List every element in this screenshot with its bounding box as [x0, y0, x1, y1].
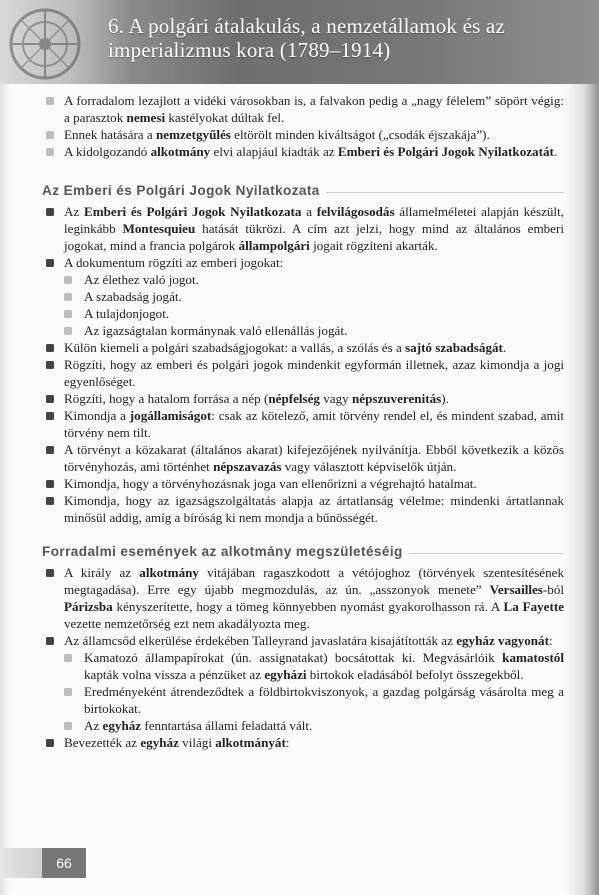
highlighted-term: egyház — [140, 735, 179, 750]
text-run: vitájában ragaszkodott a vétójoghoz (törvények szentesítésének megtagadása). Erre egy újabb megmozdulás, az ún. „asszonyok menete” — [64, 565, 565, 597]
page-content — [42, 92, 564, 751]
highlighted-term: Montesquieu — [122, 221, 196, 236]
section-declaration — [42, 182, 564, 526]
section-events — [42, 543, 564, 751]
text-run: Rögzíti, hogy az emberi és polgári jogok mindenkit egyformán illetnek, azaz kimondja a jogi egyenlőséget. — [64, 357, 564, 389]
sub-list-item — [42, 271, 564, 288]
list-item — [42, 492, 564, 526]
text-run: kényszerítette, hogy a tömeg könnyebben nyomást gyakorolhasson rá. A — [112, 599, 504, 614]
highlighted-term: egyház — [102, 718, 142, 733]
intro-item — [42, 126, 564, 143]
text-run: A király az — [64, 565, 140, 580]
text-run: Kimondja, hogy a törvényhozásnak joga van ellenőrizni a végrehajtó hatalmat. — [64, 476, 477, 491]
sub-list-item — [42, 683, 564, 717]
highlighted-term: La Fayette — [503, 599, 565, 614]
bullet-marker — [46, 131, 54, 139]
text-run: Külön kiemeli a polgári szabadságjogokat: a vallás, a szólás és a — [64, 340, 406, 355]
bullet-marker — [46, 97, 54, 105]
text-run: . — [502, 340, 507, 355]
bullet-marker — [46, 446, 54, 454]
text-run: kastélyokat dúltak fel. — [165, 110, 285, 125]
highlighted-term: felvilágosodás — [316, 204, 395, 219]
bullet-marker — [46, 497, 54, 505]
highlighted-term: jogállamiságot — [129, 408, 212, 423]
text-run: vagy választott képviselők útján. — [281, 459, 457, 474]
bullet-marker — [46, 739, 54, 747]
highlighted-term: Emberi és Polgári Jogok Nyilatkozatát — [337, 144, 554, 159]
events-list — [42, 564, 564, 649]
bullet-marker — [64, 654, 72, 662]
text-run: a — [301, 204, 317, 219]
text-run: A forradalom lezajlott a vidéki városokban is, a falvakon pedig a „nagy félelem” söpört végig: a parasztok — [64, 93, 564, 125]
text-run: vezette nemzetőrség ezt nem akadályozta meg. — [64, 616, 310, 631]
text-run: Az igazságtalan kormánynak való ellenállás jogát. — [84, 323, 348, 338]
page-binding-shadow — [565, 84, 599, 895]
list-item — [42, 407, 564, 441]
bullet-marker — [64, 688, 72, 696]
declaration-list — [42, 203, 564, 271]
list-item — [42, 475, 564, 492]
page-number: 66 — [42, 848, 86, 878]
bullet-marker — [46, 208, 54, 216]
highlighted-term: nemesi — [126, 110, 166, 125]
section-heading: Forradalmi események az alkotmány megszületéséig — [42, 543, 564, 560]
list-item — [42, 632, 564, 649]
list-item — [42, 254, 564, 271]
text-run: Az — [84, 718, 103, 733]
text-run: Kamatozó állampapírokat (ún. assignatakat) bocsátottak ki. Megvásárlóik — [84, 650, 503, 665]
highlighted-term: Emberi és Polgári Jogok Nyilatkozata — [84, 204, 302, 219]
intro-list — [42, 92, 564, 160]
text-run: vagy — [319, 391, 352, 406]
list-item — [42, 356, 564, 390]
text-run: . — [553, 144, 558, 159]
declaration-list-continued — [42, 339, 564, 526]
bullet-marker — [46, 412, 54, 420]
sub-list-item — [42, 305, 564, 322]
text-run: hatását tükrözi. A cím azt jelzi, hogy mind az általános emberi jogokat, mind a francia polgárok — [64, 221, 564, 253]
bullet-marker — [64, 293, 72, 301]
bullet-marker — [64, 722, 72, 730]
chapter-header — [0, 0, 599, 84]
text-run: elvi alapjául kiadták az — [210, 144, 338, 159]
highlighted-term: állampolgári — [238, 238, 310, 253]
sub-list-item — [42, 322, 564, 339]
list-item — [42, 203, 564, 254]
text-run: A szabadság jogát. — [84, 289, 182, 304]
page-edge-shade — [0, 84, 10, 895]
sub-list-item — [42, 288, 564, 305]
text-run: : — [548, 633, 553, 648]
text-run: A dokumentum rögzíti az emberi jogokat: — [64, 255, 284, 270]
text-run: államelméletei alapján készült, leginkább — [64, 204, 564, 236]
text-run: Ennek hatására a — [64, 127, 156, 142]
text-run: A törvényt a közakarat (általános akarat) kifejezőjének nyilvánítja. Ebből következik a közös törvényhozás, ami történhet — [64, 442, 564, 474]
page-number-strip — [0, 848, 42, 878]
highlighted-term: népfelség — [268, 391, 320, 406]
bullet-marker — [46, 569, 54, 577]
bullet-marker — [64, 327, 72, 335]
bullet-marker — [46, 480, 54, 488]
text-run: A tulajdonjogot. — [84, 306, 170, 321]
bullet-marker — [64, 310, 72, 318]
rights-sublist — [42, 271, 564, 339]
text-run: jogait rögzíteni akarták. — [309, 238, 438, 253]
text-run: Kimondja, hogy az igazságszolgáltatás alapja az ártatlanság vélelme: mindenki ártatlannak minősül addig, amíg a bíróság ki nem mondja a bűnösségét. — [64, 493, 564, 525]
highlighted-term: alkotmányát — [215, 735, 286, 750]
text-run: ). — [441, 391, 449, 406]
text-run: birtokok eladásából befolyt összegekből. — [306, 667, 524, 682]
sub-list-item — [42, 649, 564, 683]
text-run: : — [285, 735, 290, 750]
text-run: : csak az kötelező, amit törvény rendel el, és mindent szabad, amit törvény nem tilt. — [64, 408, 564, 440]
text-run: Az élethez való jogot. — [84, 272, 199, 287]
highlighted-term: alkotmány — [150, 144, 211, 159]
text-run: világi — [178, 735, 216, 750]
highlighted-term: egyházi — [264, 667, 307, 682]
list-item — [42, 734, 564, 751]
text-run: Eredményeként átrendeződtek a földbirtokviszonyok, a gazdag polgárság vásárolta meg a birtokokat. — [84, 684, 564, 716]
church-property-sublist — [42, 649, 564, 734]
highlighted-term: egyház vagyonát — [456, 633, 549, 648]
highlighted-term: Versailles — [489, 582, 543, 597]
decorative-gear-illustration — [0, 0, 120, 84]
text-run: A kidolgozandó — [64, 144, 151, 159]
text-run: fenntartása állami feladattá vált. — [141, 718, 313, 733]
intro-item — [42, 92, 564, 126]
text-run: kapták volna vissza a pénzüket az — [84, 667, 265, 682]
text-run: -ból — [542, 582, 564, 597]
highlighted-term: sajtó szabadságát — [405, 340, 503, 355]
list-item — [42, 441, 564, 475]
text-run: Az — [64, 204, 84, 219]
text-run: eltörölt minden kiváltságot („csodák éjszakája”). — [230, 127, 490, 142]
bullet-marker — [46, 148, 54, 156]
highlighted-term: alkotmány — [139, 565, 199, 580]
events-list-continued — [42, 734, 564, 751]
list-item — [42, 564, 564, 632]
text-run: Rögzíti, hogy a hatalom forrása a nép ( — [64, 391, 269, 406]
list-item — [42, 339, 564, 356]
bullet-marker — [64, 276, 72, 284]
bullet-marker — [46, 637, 54, 645]
section-heading: Az Emberi és Polgári Jogok Nyilatkozata — [42, 182, 564, 199]
text-run: Az államcsőd elkerülése érdekében Talleyrand javaslatára kisajátították az — [64, 633, 457, 648]
list-item — [42, 390, 564, 407]
highlighted-term: Párizsba — [64, 599, 113, 614]
bullet-marker — [46, 344, 54, 352]
sub-list-item — [42, 717, 564, 734]
highlighted-term: népszuverenitás — [351, 391, 442, 406]
intro-item — [42, 143, 564, 160]
highlighted-term: nemzetgyűlés — [155, 127, 231, 142]
bullet-marker — [46, 361, 54, 369]
bullet-marker — [46, 395, 54, 403]
text-run: Bevezették az — [64, 735, 141, 750]
highlighted-term: kamatostól — [502, 650, 564, 665]
text-run: Kimondja a — [64, 408, 130, 423]
highlighted-term: népszavazás — [213, 459, 282, 474]
bullet-marker — [46, 259, 54, 267]
chapter-title: 6. A polgári átalakulás, a nemzetállamok és az imperializmus kora (1789–1914) — [108, 14, 505, 62]
